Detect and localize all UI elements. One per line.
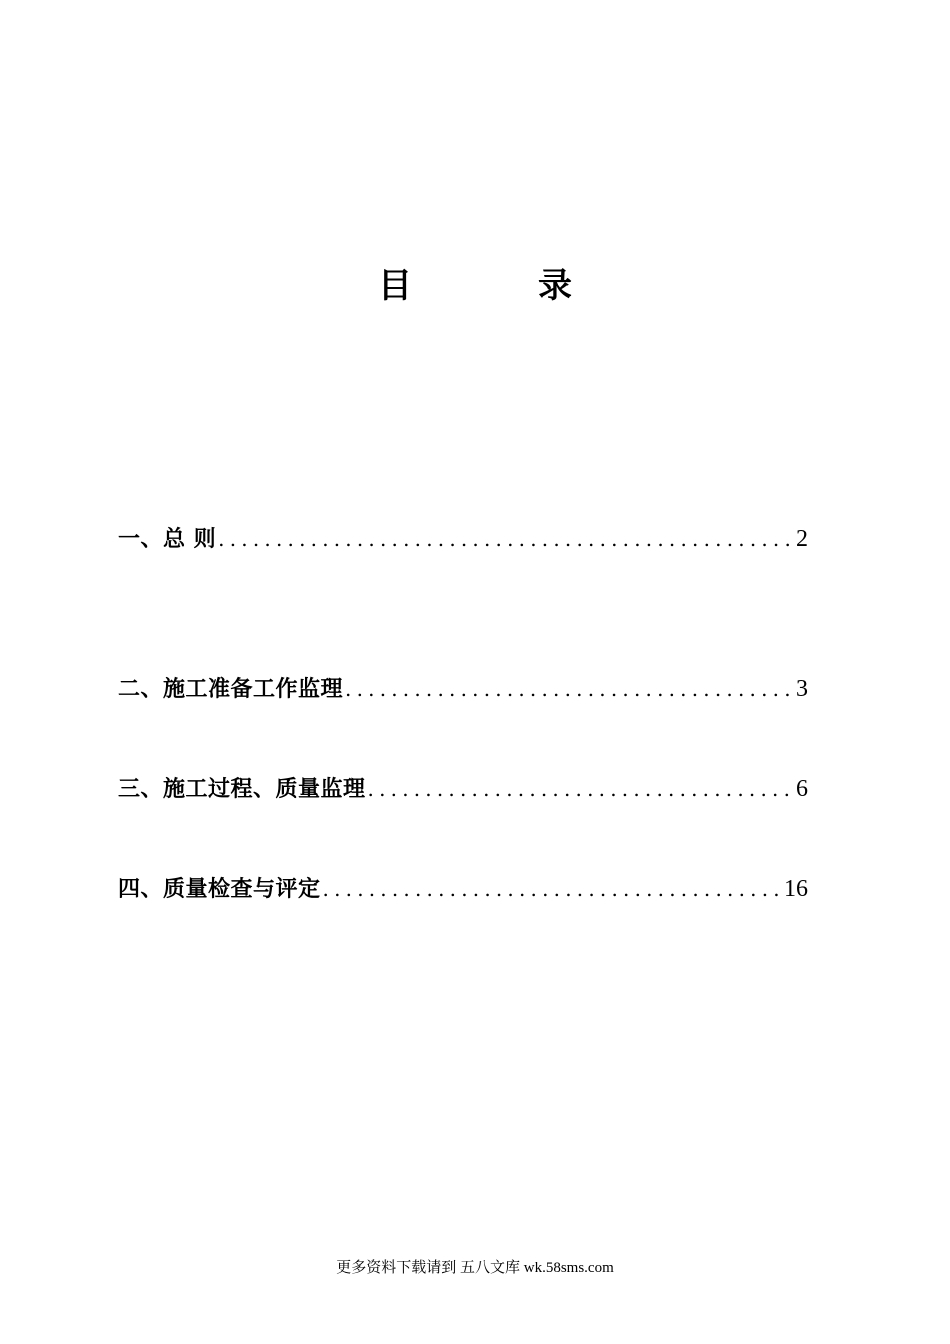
toc-leader-dots	[345, 677, 794, 701]
toc-entry[interactable]	[118, 672, 808, 706]
toc-entry-page-number: 3	[796, 676, 808, 702]
toc-entry-label: 四、质量检查与评定	[118, 877, 321, 902]
page-footer: 更多资料下载请到 五八文库 wk.58sms.com	[336, 1260, 614, 1276]
toc-leader-dots	[368, 777, 794, 801]
toc-entry-page-number: 16	[784, 876, 808, 902]
toc-entry-page-number: 6	[796, 776, 808, 802]
page-title: 目 录	[378, 266, 618, 306]
toc-entry-page-number: 2	[796, 526, 808, 552]
toc-entry[interactable]	[118, 772, 808, 806]
toc-entry-label: 二、施工准备工作监理	[118, 677, 344, 702]
toc-entry-label: 三、施工过程、质量监理	[118, 777, 366, 802]
toc-entry[interactable]	[118, 872, 808, 906]
toc-leader-dots	[323, 877, 782, 901]
toc-entry-label: 一、总 则	[118, 527, 217, 552]
toc-leader-dots	[218, 527, 794, 551]
toc-entry[interactable]	[118, 522, 808, 556]
